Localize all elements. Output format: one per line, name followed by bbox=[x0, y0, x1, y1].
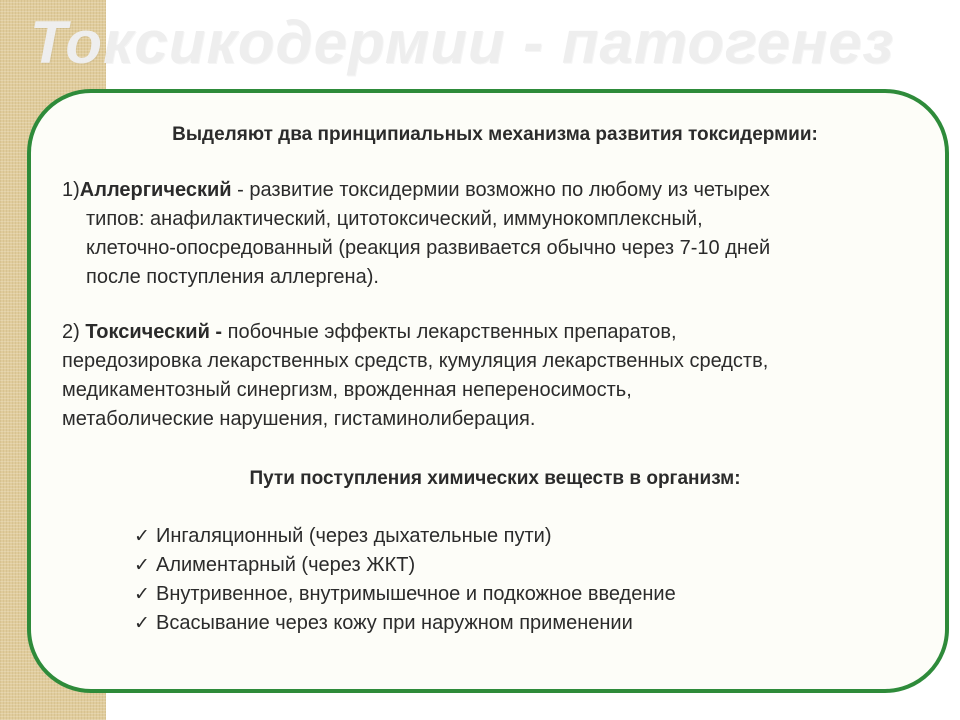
toxic-line-2: передозировка лекарственных средств, кумуляция лекарственных средств, bbox=[62, 350, 769, 372]
toxic-line-1 bbox=[62, 318, 932, 347]
routes-heading: Пути поступления химических веществ в организм: bbox=[249, 468, 741, 489]
allergic-line-1 bbox=[62, 176, 932, 205]
route-text: Алиментарный (через ЖКТ) bbox=[156, 554, 416, 576]
check-icon: ✓ bbox=[134, 584, 150, 605]
toxic-line-3: медикаментозный синергизм, врожденная непереносимость, bbox=[62, 379, 632, 401]
allergic-line-4: после поступления аллергена). bbox=[86, 266, 379, 288]
mechanisms-heading: Выделяют два принципиальных механизма развития токсидермии: bbox=[172, 124, 818, 145]
toxic-mechanism bbox=[62, 318, 932, 434]
allergic-number: 1) bbox=[62, 179, 80, 201]
allergic-mechanism bbox=[62, 176, 932, 292]
toxic-line-4: метаболические нарушения, гистаминолиберация. bbox=[62, 408, 536, 430]
allergic-name: Аллергический bbox=[79, 179, 232, 201]
allergic-line-3: клеточно-опосредованный (реакция развивается обычно через 7-10 дней bbox=[86, 237, 771, 259]
check-icon: ✓ bbox=[134, 613, 150, 634]
check-icon: ✓ bbox=[134, 555, 150, 576]
routes-list bbox=[134, 522, 676, 638]
list-item bbox=[134, 522, 676, 551]
route-text: Ингаляционный (через дыхательные пути) bbox=[156, 525, 552, 547]
allergic-line-2: типов: анафилактический, цитотоксический, иммунокомплексный, bbox=[86, 208, 703, 230]
route-text: Внутривенное, внутримышечное и подкожное введение bbox=[156, 583, 676, 605]
list-item bbox=[134, 609, 676, 638]
toxic-number: 2) bbox=[62, 321, 86, 343]
toxic-text-1: побочные эффекты лекарственных препаратов, bbox=[222, 321, 677, 343]
allergic-text-1: - развитие токсидермии возможно по любому из четырех bbox=[231, 179, 770, 201]
list-item bbox=[134, 551, 676, 580]
toxic-name: Токсический - bbox=[85, 321, 223, 343]
route-text: Всасывание через кожу при наружном применении bbox=[156, 612, 633, 634]
list-item bbox=[134, 580, 676, 609]
check-icon: ✓ bbox=[134, 526, 150, 547]
slide-title: Токсикодермии - патогенез bbox=[30, 9, 895, 76]
